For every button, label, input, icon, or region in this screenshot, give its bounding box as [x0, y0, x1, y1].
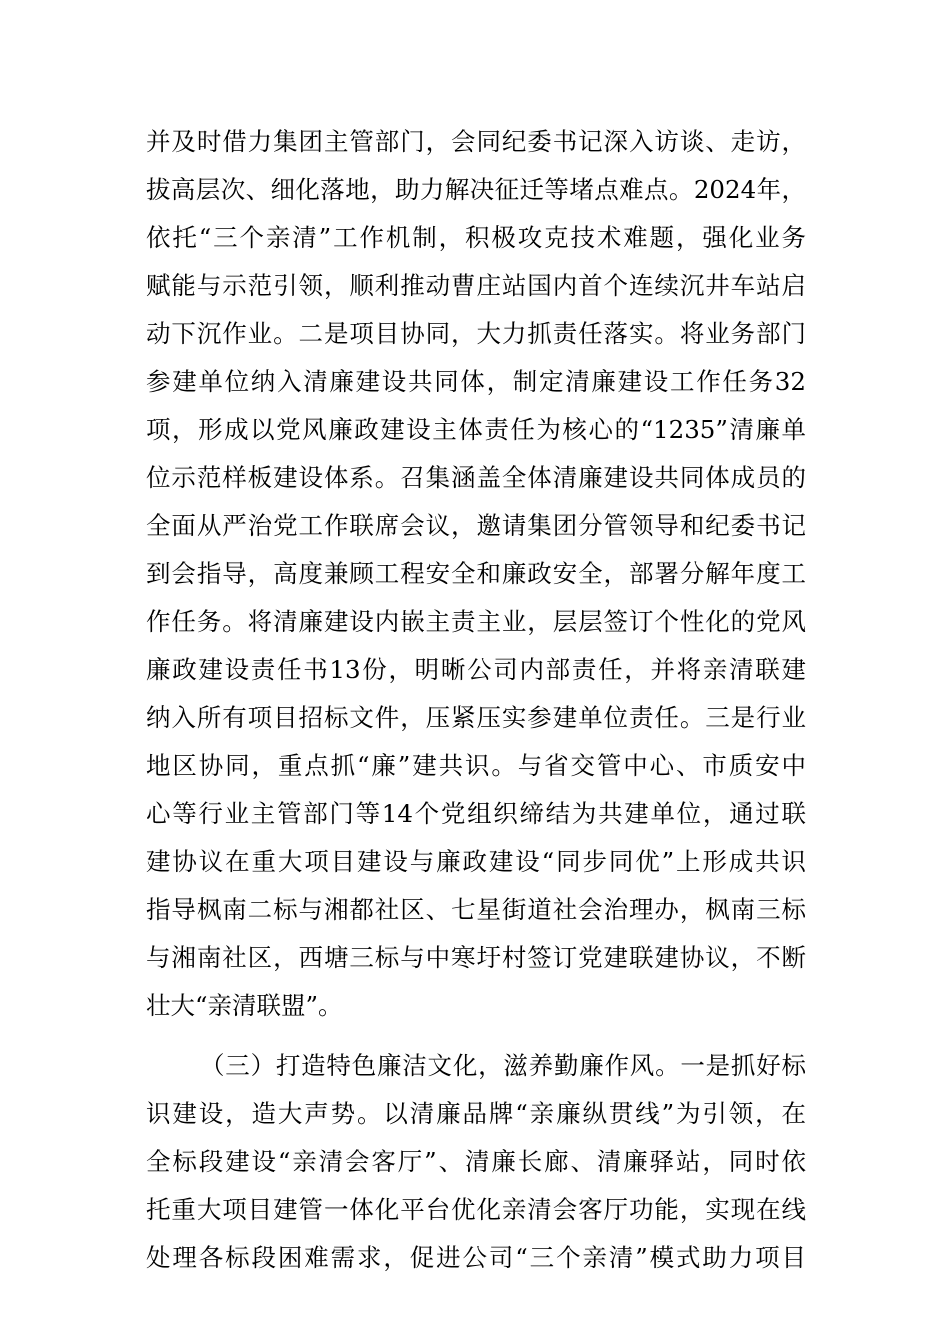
text-line: 参建单位纳入清廉建设共同体，制定清廉建设工作任务32 — [146, 367, 806, 396]
section-heading-line: （三）打造特色廉洁文化，滋养勤廉作风。一是抓好标 — [200, 1051, 806, 1080]
text-line: 动下沉作业。二是项目协同，大力抓责任落实。将业务部门 — [146, 319, 806, 348]
text-line: 心等行业主管部门等14个党组织缔结为共建单位，通过联 — [146, 799, 806, 828]
text-line: 全标段建设“亲清会客厅”、清廉长廊、清廉驿站，同时依 — [146, 1147, 806, 1176]
text-line: 位示范样板建设体系。召集涵盖全体清廉建设共同体成员的 — [146, 463, 806, 492]
text-line: 拔高层次、细化落地，助力解决征迁等堵点难点。2024年， — [146, 175, 806, 204]
paragraph-end-line: 壮大“亲清联盟”。 — [146, 991, 343, 1020]
text-line: 识建设，造大声势。以清廉品牌“亲廉纵贯线”为引领，在 — [146, 1099, 806, 1128]
text-line: 到会指导，高度兼顾工程安全和廉政安全，部署分解年度工 — [146, 559, 806, 588]
text-line: 并及时借力集团主管部门，会同纪委书记深入访谈、走访， — [146, 127, 806, 156]
text-line: 赋能与示范引领，顺利推动曹庄站国内首个连续沉井车站启 — [146, 271, 806, 300]
text-line: 与湘南社区，西塘三标与中寒圩村签订党建联建协议，不断 — [146, 943, 806, 972]
text-line: 依托“三个亲清”工作机制，积极攻克技术难题，强化业务 — [146, 223, 806, 252]
text-line: 托重大项目建管一体化平台优化亲清会客厅功能，实现在线 — [146, 1195, 806, 1224]
text-line: 地区协同，重点抓“廉”建共识。与省交管中心、市质安中 — [146, 751, 806, 780]
text-line: 作任务。将清廉建设内嵌主责主业，层层签订个性化的党风 — [146, 607, 806, 636]
text-line: 廉政建设责任书13份，明晰公司内部责任，并将亲清联建 — [146, 655, 806, 684]
text-line: 指导枫南二标与湘都社区、七星街道社会治理办，枫南三标 — [146, 895, 806, 924]
text-line: 全面从严治党工作联席会议，邀请集团分管领导和纪委书记 — [146, 511, 806, 540]
body-text — [146, 118, 806, 1282]
text-line: 纳入所有项目招标文件，压紧压实参建单位责任。三是行业 — [146, 703, 806, 732]
text-line: 建协议在重大项目建设与廉政建设“同步同优”上形成共识 — [146, 847, 806, 876]
text-line: 项，形成以党风廉政建设主体责任为核心的“1235”清廉单 — [146, 415, 806, 444]
text-line: 处理各标段困难需求，促进公司“三个亲清”模式助力项目 — [146, 1243, 806, 1272]
